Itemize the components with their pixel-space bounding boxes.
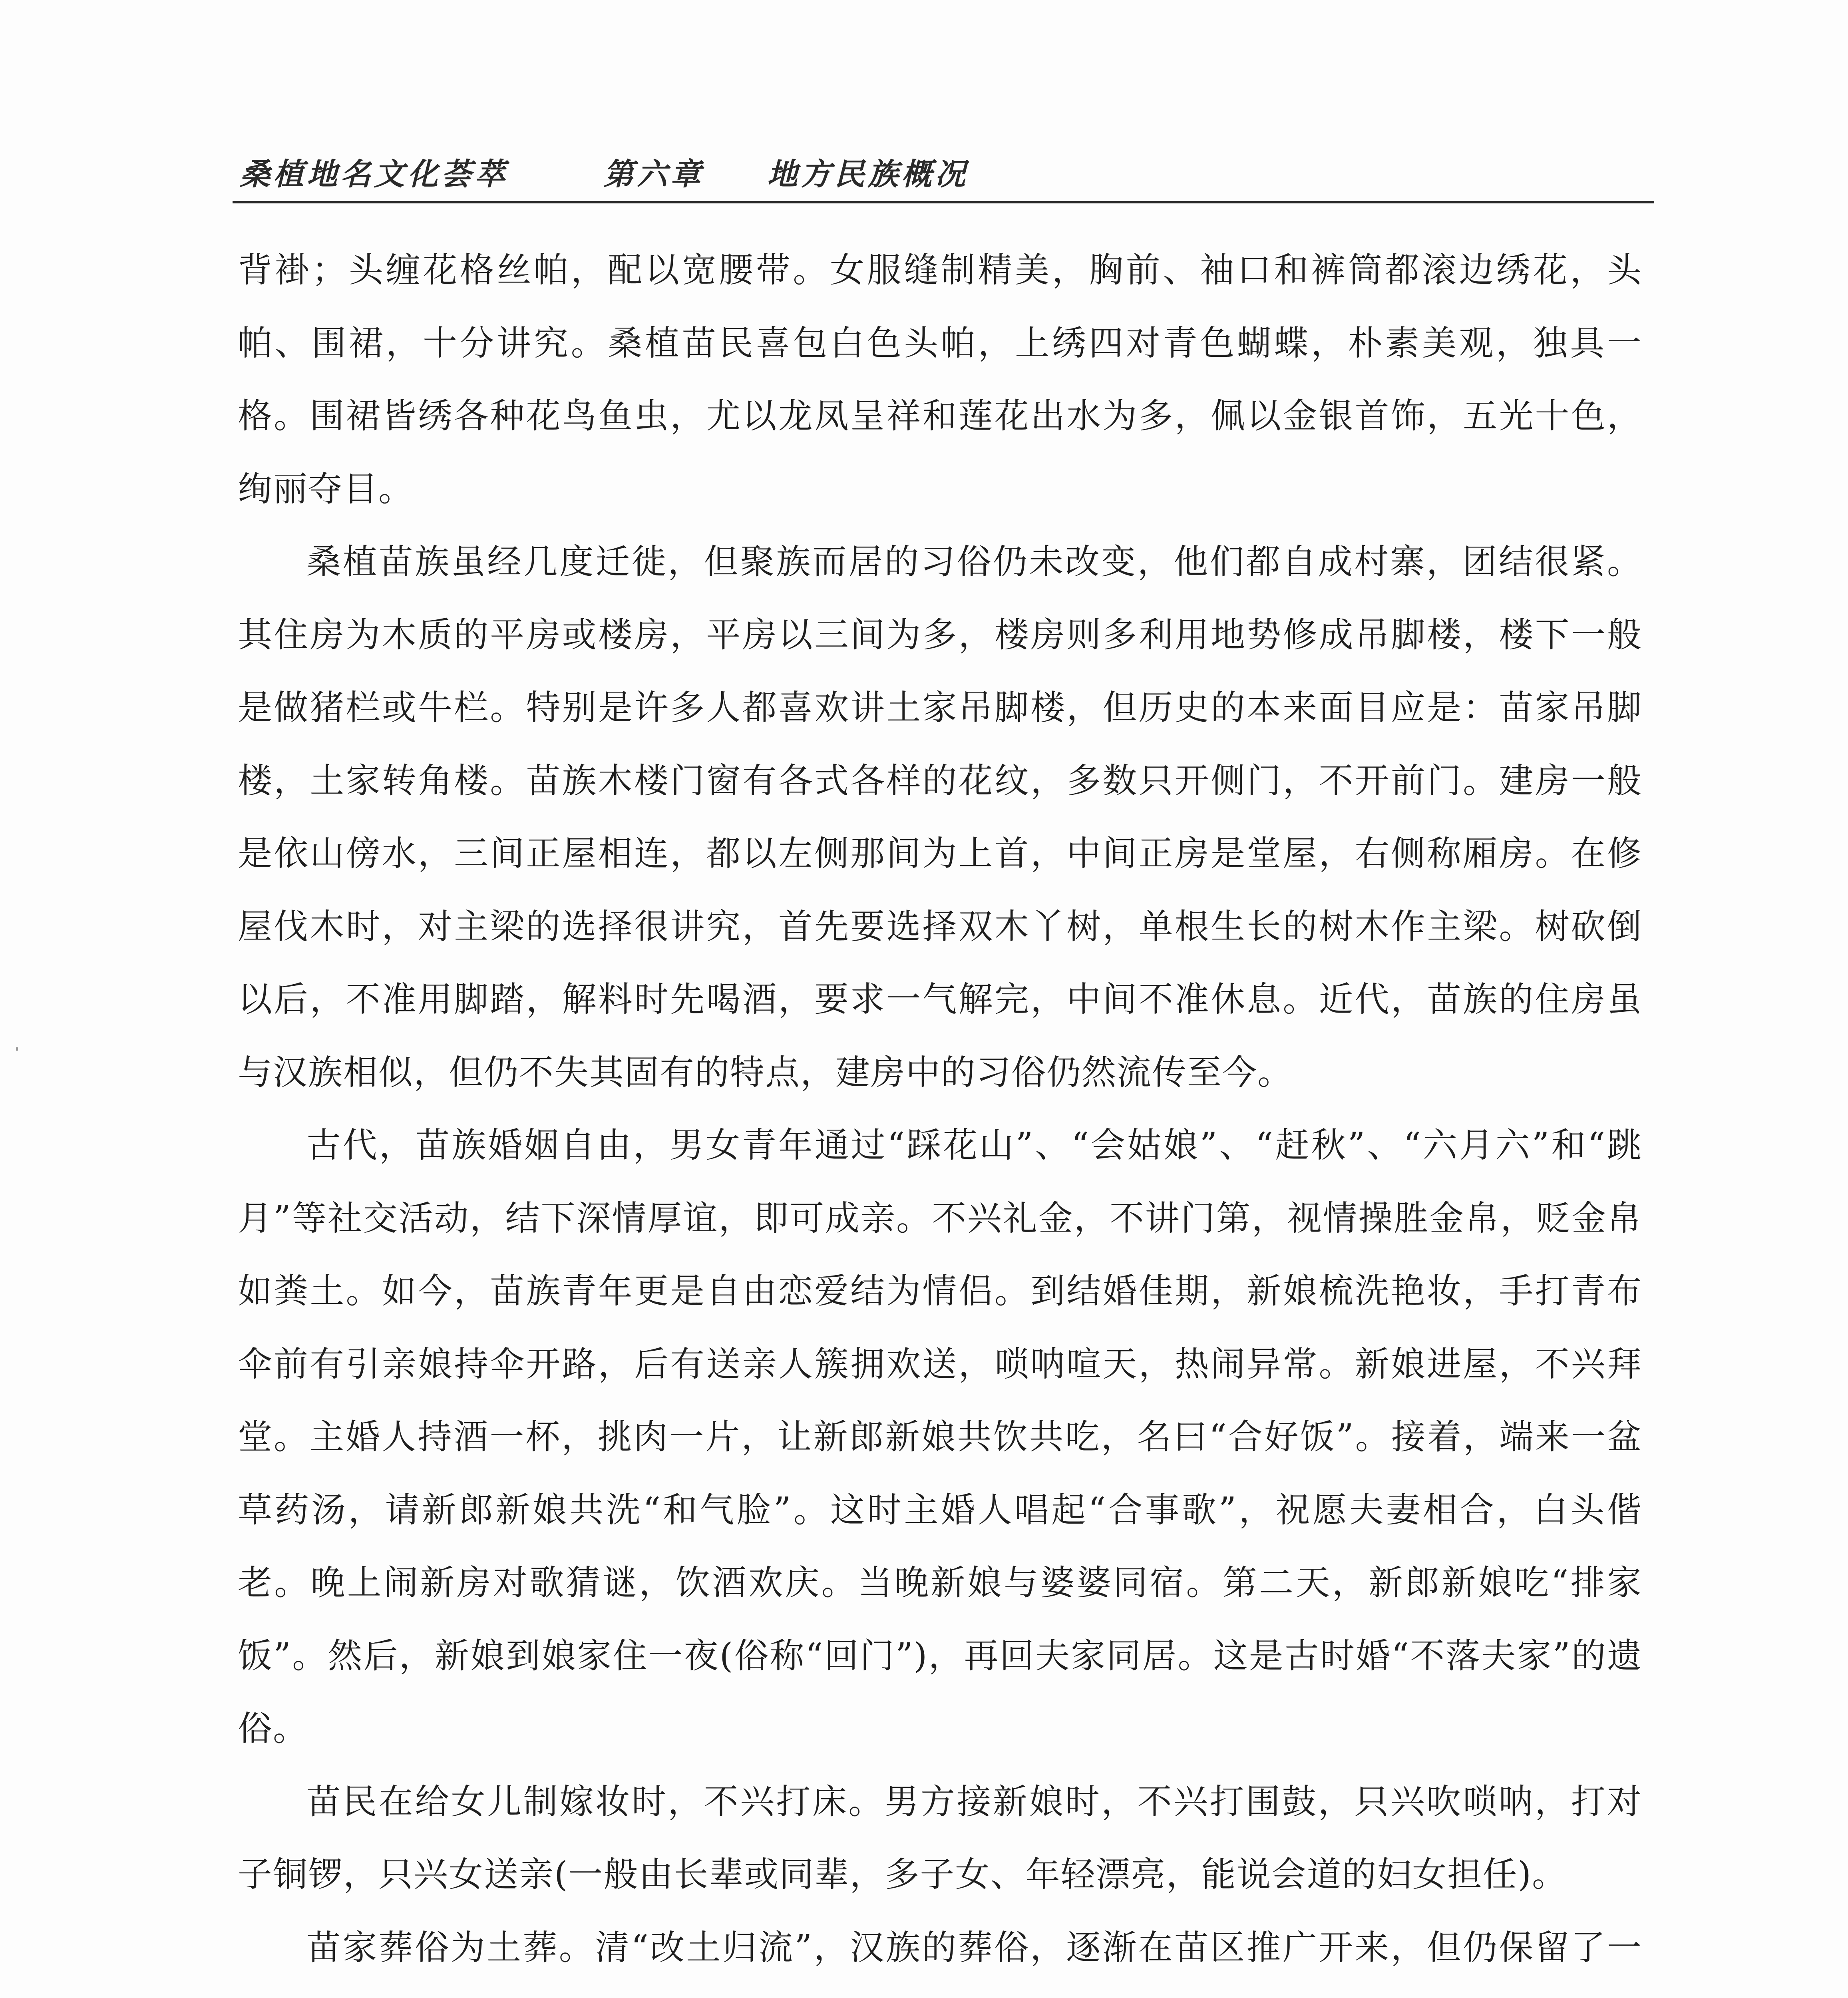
header-section-title: 地方民族概况	[767, 156, 969, 192]
body-text	[238, 234, 1642, 1998]
paragraph-dowry: 苗民在给女儿制嫁妆时，不兴打床。男方接新娘时，不兴打围鼓，只兴吹唢呐，打对子铜锣，只兴女送亲(一般由长辈或同辈，多子女、年轻漂亮，能说会道的妇女担任)。	[238, 1781, 1642, 1895]
header-chapter: 第六章	[603, 156, 704, 192]
paragraph-continued-clothing: 背褂；头缠花格丝帕，配以宽腰带。女服缝制精美，胸前、袖口和裤筒都滚边绣花，头帕、围裙，十分讲究。桑植苗民喜包白色头帕，上绣四对青色蝴蝶，朴素美观，独具一格。围裙皆绣各种花鸟鱼虫，尤以龙凤呈祥和莲花出水为多，佩以金银首饰，五光十色，绚丽夺目。	[238, 250, 1642, 509]
scan-speck	[16, 1047, 18, 1051]
running-header	[240, 138, 1654, 206]
paragraph-housing: 桑植苗族虽经几度迁徙，但聚族而居的习俗仍未改变，他们都自成村寨，团结很紧。其住房为木质的平房或楼房，平房以三间为多，楼房则多利用地势修成吊脚楼，楼下一般是做猪栏或牛栏。特别是许多人都喜欢讲土家吊脚楼，但历史的本来面目应是：苗家吊脚楼，土家转角楼。苗族木楼门窗有各式各样的花纹，多数只开侧门，不开前门。建房一般是依山傍水，三间正屋相连，都以左侧那间为上首，中间正房是堂屋，右侧称厢房。在修屋伐木时，对主梁的选择很讲究，首先要选择双木丫树，单根生长的树木作主梁。树砍倒以后，不准用脚踏，解料时先喝酒，要求一气解完，中间不准休息。近代，苗族的住房虽与汉族相似，但仍不失其固有的特点，建房中的习俗仍然流传至今。	[238, 542, 1642, 1093]
header-divider	[233, 201, 1654, 203]
paragraph-funeral: 苗家葬俗为土葬。清“改土归流”，汉族的葬俗，逐渐在苗区推广开来，但仍保留了一	[306, 1927, 1642, 1968]
header-book-title: 桑植地名文化荟萃	[240, 156, 508, 192]
paragraph-marriage: 古代，苗族婚姻自由，男女青年通过“踩花山”、“会姑娘”、“赶秋”、“六月六”和“跳月”等社交活动，结下深情厚谊，即可成亲。不兴礼金，不讲门第，视情操胜金帛，贬金帛如粪土。如今，苗族青年更是自由恋爱结为情侣。到结婚佳期，新娘梳洗艳妆，手打青布伞前有引亲娘持伞开路，后有送亲人簇拥欢送，唢呐喧天，热闹异常。新娘进屋，不兴拜堂。主婚人持酒一杯，挑肉一片，让新郎新娘共饮共吃，名曰“合好饭”。接着，端来一盆草药汤，请新郎新娘共洗“和气脸”。这时主婚人唱起“合事歌”，祝愿夫妻相合，白头偕老。晚上闹新房对歌猜谜，饮酒欢庆。当晚新娘与婆婆同宿。第二天，新郎新娘吃“排家饭”。然后，新娘到娘家住一夜(俗称“回门”)，再回夫家同居。这是古时婚“不落夫家”的遗俗。	[238, 1125, 1642, 1749]
